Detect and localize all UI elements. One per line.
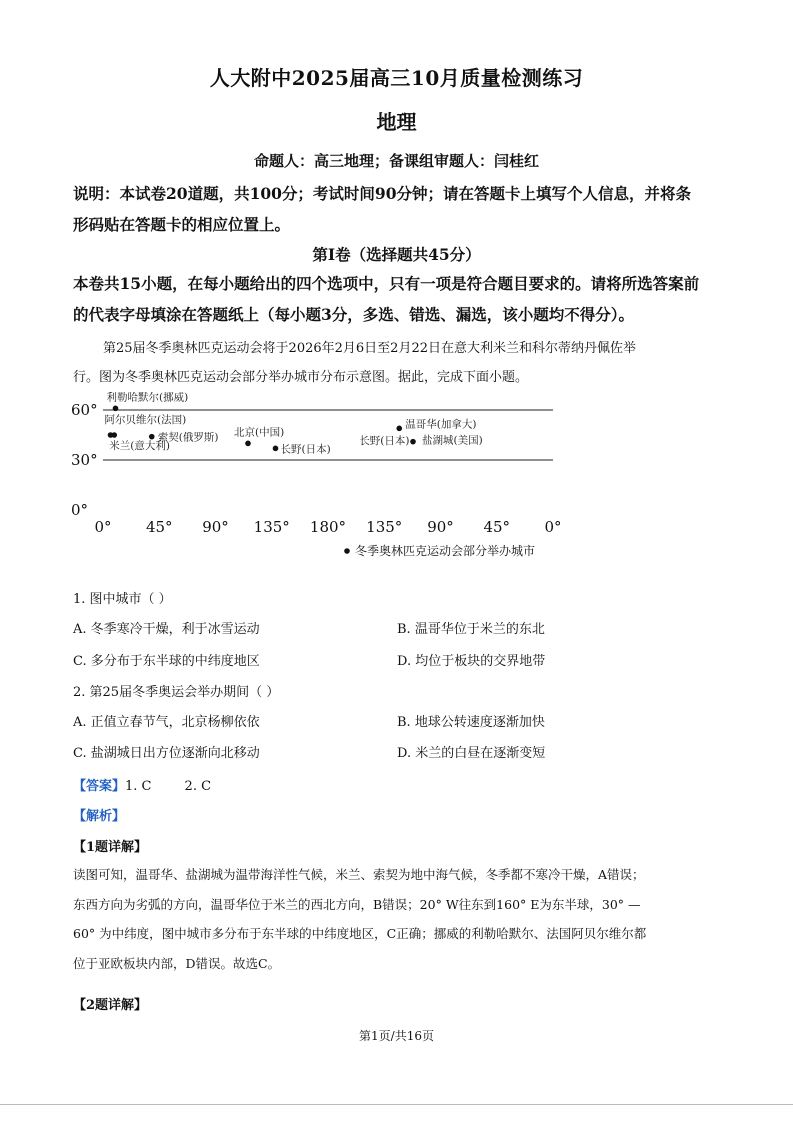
q2-analysis-tag: 【2题详解】 [73,998,148,1013]
page-bottom-rule [0,1104,793,1105]
q1-analysis-tag: 【1题详解】 [73,840,148,855]
analysis-line-3: 60° 为中纬度，图中城市多分布于东半球的中纬度地区，C正确；挪威的利勒哈默尔、法国阿贝尔维尔都 [73,926,647,941]
x-tick-label: 135° [366,518,403,536]
instructions-line-2: 形码贴在答题卡的相应位置上。 [73,215,291,234]
y-tick-label: 30° [71,451,98,469]
city-point [410,439,416,445]
x-tick-label: 45° [483,518,511,536]
host-city-chart [70,392,590,567]
city-label: 长野(日本) [359,435,410,447]
section-title: 第Ⅰ卷（选择题共45分） [312,245,481,264]
analysis-line-2: 东西方向为劣弧的方向，温哥华位于米兰的西北方向，B错误；20° W往东到160° E为东半球，30° — [73,896,641,912]
question-1-option-a: A. 冬季寒冷干燥，利于冰雪运动 [73,622,260,637]
city-label: 阿尔贝维尔(法国) [104,414,187,426]
x-tick-label: 45° [145,518,173,536]
question-2-option-a: A. 正值立春节气，北京杨柳依依 [73,715,260,730]
exam-title: 人大附中2025届高三10月质量检测练习 [209,66,584,90]
context-line-1: 第25届冬季奥林匹克运动会将于2026年2月6日至2月22日在意大利米兰和科尔蒂纳丹佩佐举 [103,341,636,356]
city-point [245,441,251,447]
analysis-line-4: 位于亚欧板块内部，D错误。故选C。 [73,955,281,971]
question-2-option-d: D. 米兰的白昼在逐渐变短 [397,746,546,761]
city-label: 温哥华(加拿大) [405,418,477,431]
city-label: 长野(日本) [280,443,331,456]
subject-title: 地理 [376,110,417,134]
y-tick-label: 60° [71,401,98,419]
city-label: 米兰(意大利) [109,440,170,452]
question-1-option-d: D. 均位于板块的交界地带 [397,654,546,669]
section-instructions [73,268,723,330]
city-label: 北京(中国) [234,426,285,439]
city-label: 利勒哈默尔(挪威) [106,392,189,404]
city-point [396,426,402,432]
city-point [273,446,279,452]
analysis-tag: 【解析】 [73,809,126,824]
authors-line: 命题人：高三地理；备课组审题人：闫桂红 [253,152,539,170]
q1-analysis-body [73,860,743,978]
x-tick-label: 135° [253,518,290,536]
y-tick-label: 0° [71,501,89,519]
question-2-option-b: B. 地球公转速度逐渐加快 [397,715,545,730]
city-point [111,432,117,438]
question-1-stem: 1. 图中城市（ ） [73,592,172,607]
section-line-2: 的代表字母填涂在答题纸上（每小题3分，多选、错选、漏选，该小题均不得分）。 [73,305,635,324]
question-2-option-c: C. 盐湖城日出方位逐渐向北移动 [73,746,260,761]
question-2-stem: 2. 第25届冬季奥运会举办期间（ ） [73,685,280,700]
city-point [113,406,119,412]
city-label: 索契(俄罗斯) [157,431,219,444]
x-tick-label: 180° [309,518,347,536]
city-point [149,434,155,440]
question-1-option-c: C. 多分布于东半球的中纬度地区 [73,654,260,669]
city-label: 盐湖城(美国) [422,434,483,447]
instructions-line-1: 说明：本试卷20道题，共100分；考试时间90分钟；请在答题卡上填写个人信息，并将条 [73,184,691,203]
page-footer: 第1页/共16页 [359,1029,434,1043]
answer-line [73,775,211,794]
context-paragraph [73,334,733,392]
instructions [73,178,723,240]
analysis-line-1: 读图可知，温哥华、盐湖城为温带海洋性气候，米兰、索契为地中海气候，冬季都不寒冷干燥，A错误； [73,867,645,882]
x-tick-label: 0° [544,518,562,536]
legend-marker [344,548,350,554]
answer-tag: 【答案】 [73,779,126,794]
question-1-option-b: B. 温哥华位于米兰的东北 [397,622,545,637]
context-line-2: 行。图为冬季奥林匹克运动会部分举办城市分布示意图。据此，完成下面小题。 [73,370,529,385]
x-tick-label: 0° [94,518,112,536]
answer-text: 1. C 2. C [125,779,212,794]
x-tick-label: 90° [427,518,454,536]
x-tick-label: 90° [202,518,229,536]
legend-label: 冬季奥林匹克运动会部分举办城市 [355,544,536,558]
section-line-1: 本卷共15小题，在每小题给出的四个选项中，只有一项是符合题目要求的。请将所选答案前 [73,274,700,293]
